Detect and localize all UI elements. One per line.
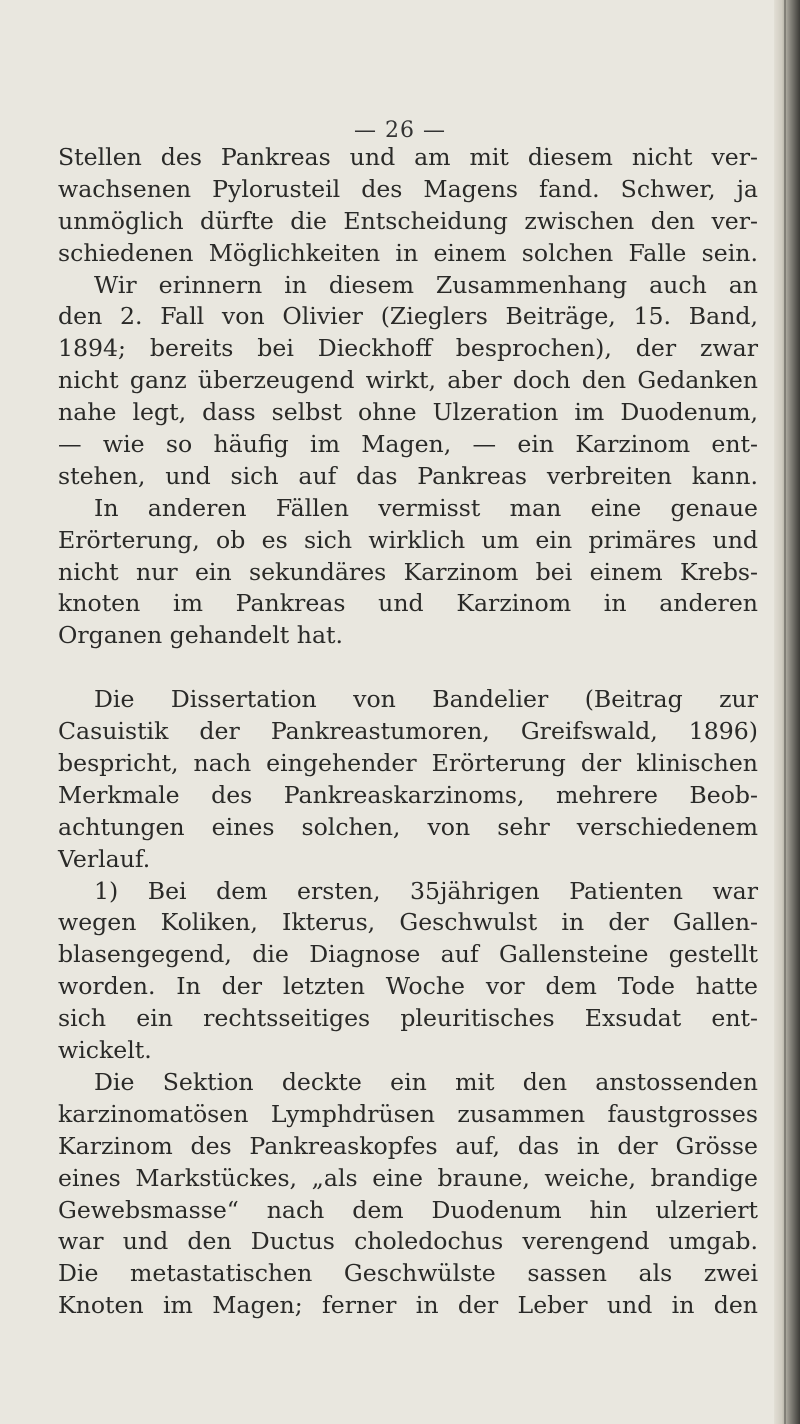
text-line: bespricht, nach eingehender Erörterung der klinischen: [58, 749, 758, 778]
text-line: In anderen Fällen vermisst man eine genaue: [94, 493, 758, 522]
text-line: Knoten im Magen; ferner in der Leber und in den: [58, 1291, 758, 1320]
text-line: wegen Koliken, Ikterus, Geschwulst in der Gallen-: [58, 908, 758, 937]
text-line: — wie so häufig im Magen, — ein Karzinom ent-: [58, 430, 758, 459]
body-text: [58, 142, 758, 1322]
text-line: Verlauf.: [58, 844, 151, 873]
text-line: Die Dissertation von Bandelier (Beitrag zur: [94, 685, 758, 714]
text-line: eines Markstückes, „als eine braune, weiche, brandige: [58, 1163, 758, 1192]
text-line: den 2. Fall von Olivier (Zieglers Beiträge, 15. Band,: [58, 302, 758, 331]
text-line: schiedenen Möglichkeiten in einem solchen Falle sein.: [58, 238, 758, 267]
text-line: nahe legt, dass selbst ohne Ulzeration im Duodenum,: [58, 398, 758, 427]
paragraph-gap: [58, 652, 758, 684]
text-line: Wir erinnern in diesem Zusammenhang auch an: [94, 270, 758, 299]
text-line: Stellen des Pankreas und am mit diesem nicht ver-: [58, 143, 758, 171]
text-line: worden. In der letzten Woche vor dem Tode hatte: [58, 972, 758, 1001]
text-line: Casuistik der Pankreastumoren, Greifswald, 1896): [58, 717, 758, 746]
text-line: Merkmale des Pankreaskarzinoms, mehrere Beob-: [58, 780, 758, 809]
text-line: 1894; bereits bei Dieckhoff besprochen), der zwar: [58, 334, 758, 363]
page-number: — 26 —: [354, 118, 446, 143]
text-line: achtungen eines solchen, von sehr verschiedenem: [58, 812, 758, 841]
text-line: stehen, und sich auf das Pankreas verbreiten kann.: [58, 461, 758, 490]
text-line: sich ein rechtsseitiges pleuritisches Exsudat ent-: [58, 1004, 758, 1033]
text-line: 1) Bei dem ersten, 35jährigen Patienten war: [94, 876, 758, 905]
text-line: nicht ganz überzeugend wirkt, aber doch den Gedanken: [58, 366, 758, 395]
text-line: unmöglich dürfte die Entscheidung zwischen den ver-: [58, 206, 758, 235]
text-line: Karzinom des Pankreaskopfes auf, das in der Grösse: [58, 1131, 758, 1160]
text-line: knoten im Pankreas und Karzinom in anderen: [58, 589, 758, 618]
text-line: Organen gehandelt hat.: [58, 621, 344, 650]
text-line: Die metastatischen Geschwülste sassen als zwei: [58, 1259, 758, 1288]
text-line: war und den Ductus choledochus verengend umgab.: [58, 1227, 758, 1256]
text-line: Die Sektion deckte ein mit den anstossenden: [94, 1067, 758, 1096]
text-line: blasengegend, die Diagnose auf Gallensteine gestellt: [58, 940, 758, 969]
text-line: Gewebsmasse“ nach dem Duodenum hin ulzeriert: [58, 1195, 758, 1224]
page-edge-line: [784, 0, 786, 1424]
text-line: wickelt.: [58, 1036, 152, 1065]
text-line: nicht nur ein sekundäres Karzinom bei einem Krebs-: [58, 557, 758, 586]
text-line: karzinomatösen Lymphdrüsen zusammen faustgrosses: [58, 1099, 758, 1128]
text-line: wachsenen Pylorusteil des Magens fand. Schwer, ja: [58, 174, 758, 203]
text-line: Erörterung, ob es sich wirklich um ein primäres und: [58, 525, 758, 554]
book-binding-edge: [774, 0, 800, 1424]
